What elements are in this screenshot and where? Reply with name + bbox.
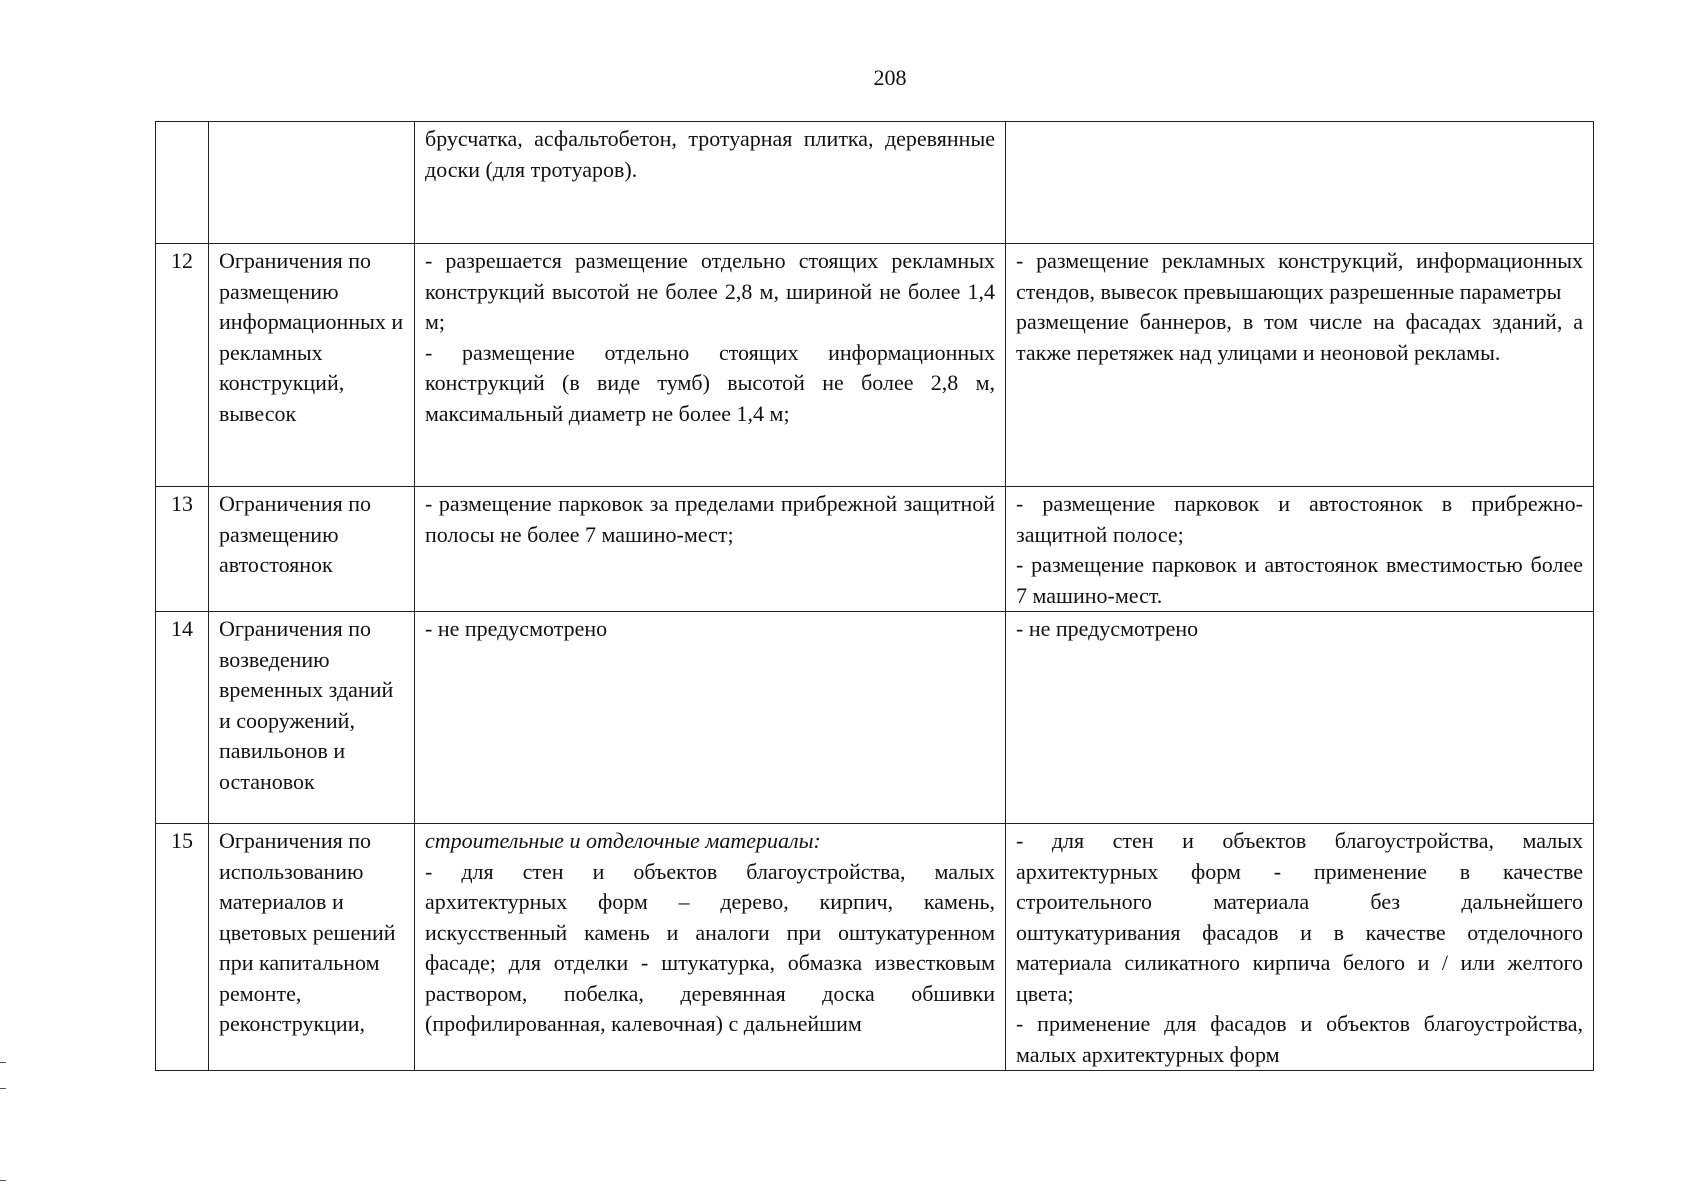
row-number: 14 <box>156 612 209 824</box>
prohibited-cell <box>1006 244 1594 487</box>
prohibited-cell <box>1006 487 1594 612</box>
allowed-cell <box>415 122 1006 244</box>
prohibited-text: - не предусмотрено <box>1016 616 1199 641</box>
allowed-text: - размещение отдельно стоящих информационных конструкций (в виде тумб) высотой не более 2,8 м, максимальный диаметр не более 1,4 м; <box>425 339 995 426</box>
restrictions-table <box>155 121 1594 1071</box>
restriction-name: Ограничения по размещению информационных и рекламных конструкций, вывесок <box>209 244 415 487</box>
prohibited-text: - размещение парковок и автостоянок в прибрежно-защитной полосе; <box>1016 491 1583 547</box>
restriction-name: Ограничения по возведению временных зданий и сооружений, павильонов и остановок <box>209 612 415 824</box>
table-row <box>156 487 1594 612</box>
prohibited-text: - применение для фасадов и объектов благоустройства, малых архитектурных форм <box>1016 1011 1583 1067</box>
row-number: 15 <box>156 824 209 1071</box>
table-row <box>156 824 1594 1071</box>
row-number <box>156 122 209 244</box>
table-row <box>156 122 1594 244</box>
allowed-heading: строительные и отделочные материалы: <box>425 828 821 853</box>
page-number: 208 <box>873 65 907 90</box>
allowed-text: - разрешается размещение отдельно стоящих рекламных конструкций высотой не более 2,8 м, шириной не более 1,4 м; <box>425 248 995 334</box>
allowed-text: - для стен и объектов благоустройства, малых архитектурных форм – дерево, кирпич, камень, искусственный камень и аналоги при оштукатуренном фасаде; для отделки - штукатурка, обмазка известковым раствором, побелка, деревянная доска обшивки (профилированная, калевочная) с дальнейшим <box>425 858 995 1036</box>
prohibited-text: - размещение рекламных конструкций, информационных стендов, вывесок превышающих разрешенные параметры <box>1016 248 1583 304</box>
margin-mark <box>0 1088 6 1089</box>
allowed-text: - размещение парковок за пределами прибрежной защитной полосы не более 7 машино-мест; <box>425 491 995 547</box>
allowed-cell <box>415 824 1006 1071</box>
margin-mark <box>0 1180 6 1181</box>
allowed-cell <box>415 244 1006 487</box>
table-row <box>156 244 1594 487</box>
allowed-text: брусчатка, асфальтобетон, тротуарная плитка, деревянные доски (для тротуаров). <box>425 126 995 182</box>
row-number: 12 <box>156 244 209 487</box>
restriction-name: Ограничения по использованию материалов и цветовых решений при капитальном ремонте, реконструкции, <box>209 824 415 1071</box>
prohibited-text: - размещение парковок и автостоянок вместимостью более 7 машино-мест. <box>1016 552 1583 608</box>
prohibited-cell <box>1006 122 1594 244</box>
allowed-text: - не предусмотрено <box>425 616 608 641</box>
margin-mark <box>0 1062 6 1063</box>
allowed-cell <box>415 612 1006 824</box>
prohibited-text: размещение баннеров, в том числе на фасадах зданий, а также перетяжек над улицами и неоновой рекламы. <box>1016 309 1583 365</box>
table-row <box>156 612 1594 824</box>
row-number: 13 <box>156 487 209 612</box>
prohibited-cell <box>1006 824 1594 1071</box>
prohibited-text: - для стен и объектов благоустройства, малых архитектурных форм - применение в качестве строительного материала без дальнейшего оштукатуривания фасадов и в качестве отделочного материала силикатного кирпича белого и / или желтого цвета; <box>1016 828 1583 1006</box>
restriction-name <box>209 122 415 244</box>
allowed-cell <box>415 487 1006 612</box>
prohibited-cell <box>1006 612 1594 824</box>
restriction-name: Ограничения по размещению автостоянок <box>209 487 415 612</box>
